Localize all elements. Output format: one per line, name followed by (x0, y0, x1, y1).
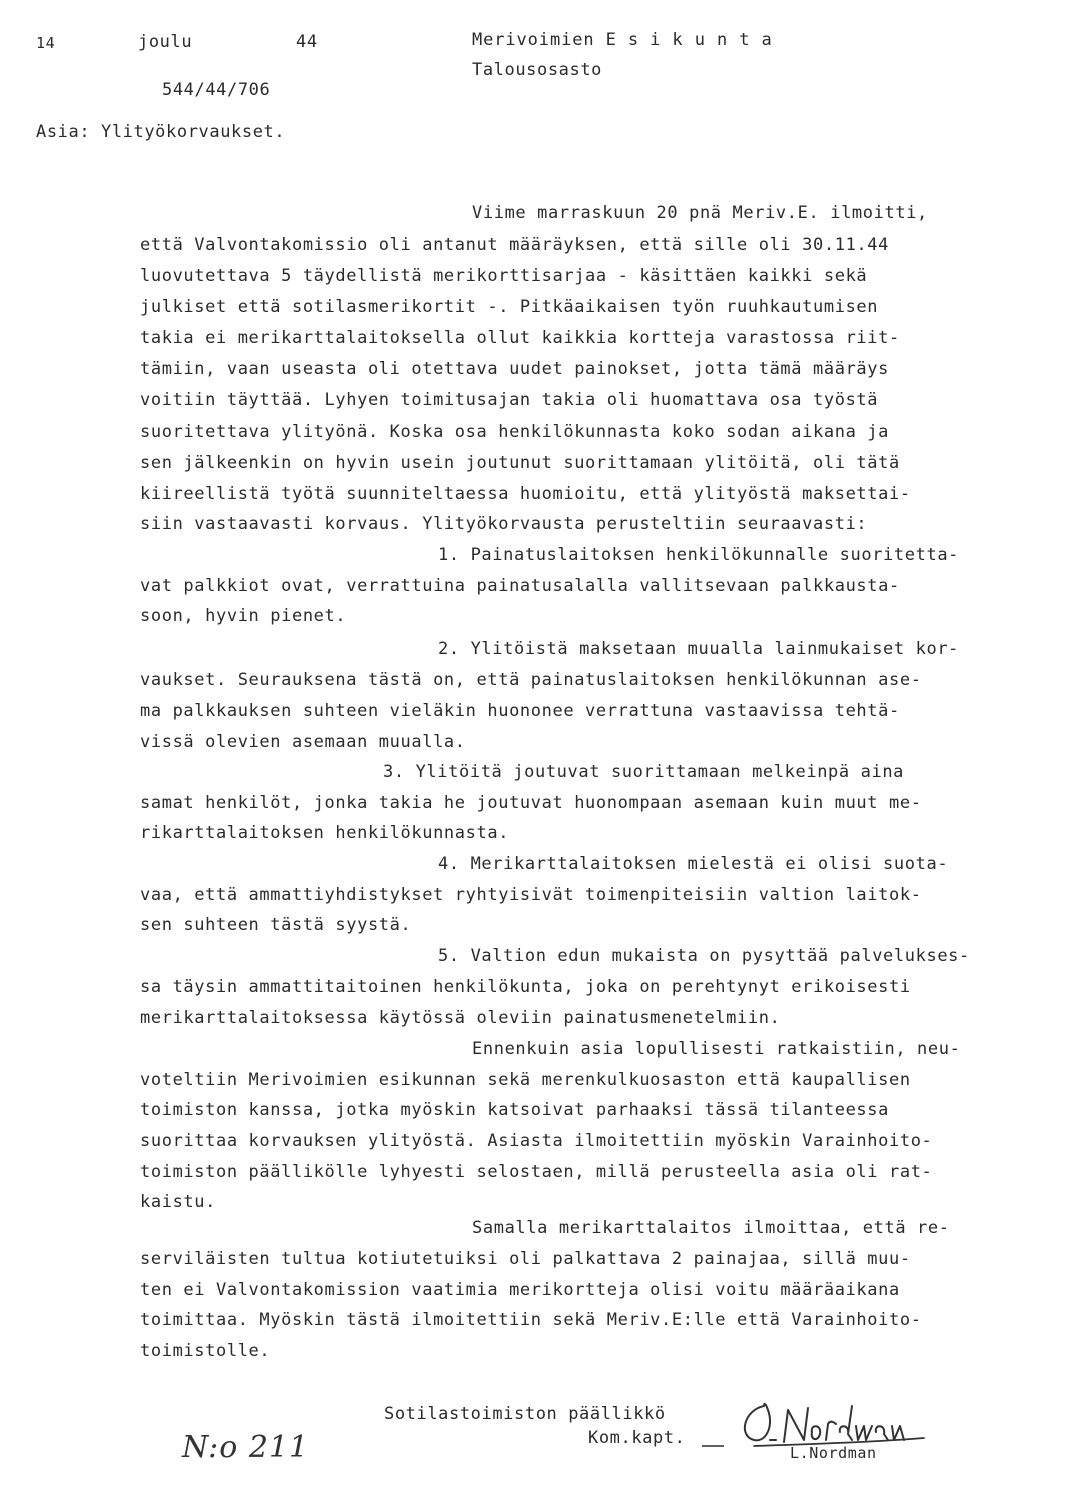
handwritten-number-note: N:o 211 (182, 1430, 310, 1465)
date-month: joulu (138, 32, 193, 52)
body-line: sen jälkeenkin on hyvin usein joutunut suorittamaan ylitöitä, oli tätä (140, 453, 900, 473)
list-item-1: 1. Painatuslaitoksen henkilökunnalle suoritetta- (438, 545, 960, 565)
body-line: toimiston päällikölle lyhyesti selostaen, millä perusteella asia oli rat- (140, 1162, 933, 1182)
body-line: siin vastaavasti korvaus. Ylityökorvausta perusteltiin seuraavasti: (140, 514, 868, 534)
body-line: sen suhteen tästä syystä. (140, 915, 412, 935)
body-line: Viime marraskuun 20 pnä Meriv.E. ilmoitti, (472, 203, 928, 223)
list-item-2: 2. Ylitöistä maksetaan muualla lainmukaiset kor- (438, 639, 960, 659)
body-line: Samalla merikarttalaitos ilmoittaa, että re- (472, 1218, 950, 1238)
body-line: että Valvontakomissio oli antanut määräyksen, että sille oli 30.11.44 (140, 235, 889, 255)
body-line: takia ei merikarttalaitoksella ollut kaikkia kortteja varastossa riit- (140, 328, 900, 348)
list-item-4: 4. Merikarttalaitoksen mielestä ei olisi suota- (438, 854, 949, 874)
body-line: rikarttalaitoksen henkilökunnasta. (140, 823, 510, 843)
body-line: vaa, että ammattiyhdistykset ryhtyisivät toimenpiteisiin valtion laitok- (140, 885, 922, 905)
date-year: 44 (296, 32, 318, 52)
body-line: tämiin, vaan useasta oli otettava uudet painokset, jotta tämä määräys (140, 359, 889, 379)
signatory-rank: Kom.kapt. (588, 1428, 686, 1448)
subject-line: Asia: Ylityökorvaukset. (36, 122, 286, 142)
body-line: vaukset. Seurauksena tästä on, että painatuslaitoksen henkilökunnan ase- (140, 670, 922, 690)
body-line: sa täysin ammattitaitoinen henkilökunta, joka on perehtynyt erikoisesti (140, 977, 911, 997)
body-line: soon, hyvin pienet. (140, 606, 347, 626)
body-line: serviläisten tultua kotiutetuiksi oli palkattava 2 painajaa, sillä muu- (140, 1249, 911, 1269)
body-line: kaistu. (140, 1192, 216, 1212)
rank-underline (702, 1444, 724, 1448)
handwritten-signature (724, 1396, 934, 1452)
body-line: samat henkilöt, jonka takia he joutuvat huonompaan asemaan kuin muut me- (140, 793, 922, 813)
body-line: ten ei Valvontakomission vaatimia merikortteja olisi voitu määräaikana (140, 1280, 900, 1300)
body-line: luovutettava 5 täydellistä merikorttisarjaa - käsittäen kaikki sekä (140, 266, 868, 286)
body-line: julkiset että sotilasmerikortit -. Pitkäaikaisen työn ruuhkautumisen (140, 297, 879, 317)
body-line: ma palkkauksen suhteen vieläkin huononee verrattuna vastaavissa tehtä- (140, 701, 900, 721)
body-line: vat palkkiot ovat, verrattuina painatusalalla vallitsevaan palkkausta- (140, 576, 900, 596)
body-line: vissä olevien asemaan muualla. (140, 732, 466, 752)
body-line: toimistolle. (140, 1341, 271, 1361)
list-item-3: 3. Ylitöitä joutuvat suorittamaan melkeinpä aina (383, 762, 905, 782)
body-line: voteltiin Merivoimien esikunnan sekä merenkulkuosaston että kaupallisen (140, 1070, 911, 1090)
signatory-title: Sotilastoimiston päällikkö (384, 1404, 666, 1424)
body-line: suoritettava ylityönä. Koska osa henkilökunnasta koko sodan aikana ja (140, 422, 889, 442)
body-line: suorittaa korvauksen ylityöstä. Asiasta ilmoitettiin myöskin Varainhoito- (140, 1131, 933, 1151)
organization-name: Merivoimien E s i k u n t a (472, 30, 773, 50)
body-line: kiireellistä työtä suunniteltaessa huomioitu, että ylityöstä maksettai- (140, 484, 911, 504)
body-line: merikarttalaitoksessa käytössä oleviin painatusmenetelmiin. (140, 1008, 781, 1028)
department-name: Talousosasto (472, 60, 603, 80)
body-line: toimiston kanssa, jotka myöskin katsoivat parhaaksi tässä tilanteessa (140, 1100, 889, 1120)
body-line: voitiin täyttää. Lyhyen toimitusajan takia oli huomattava osa työstä (140, 390, 879, 410)
typed-name: L.Nordman (790, 1444, 877, 1462)
date-day: 14 (36, 34, 56, 52)
list-item-5: 5. Valtion edun mukaista on pysyttää palvelukses- (438, 946, 970, 966)
reference-number: 544/44/706 (162, 80, 271, 100)
body-line: toimittaa. Myöskin tästä ilmoitettiin sekä Meriv.E:lle että Varainhoito- (140, 1310, 922, 1330)
body-line: Ennenkuin asia lopullisesti ratkaistiin, neu- (472, 1039, 961, 1059)
